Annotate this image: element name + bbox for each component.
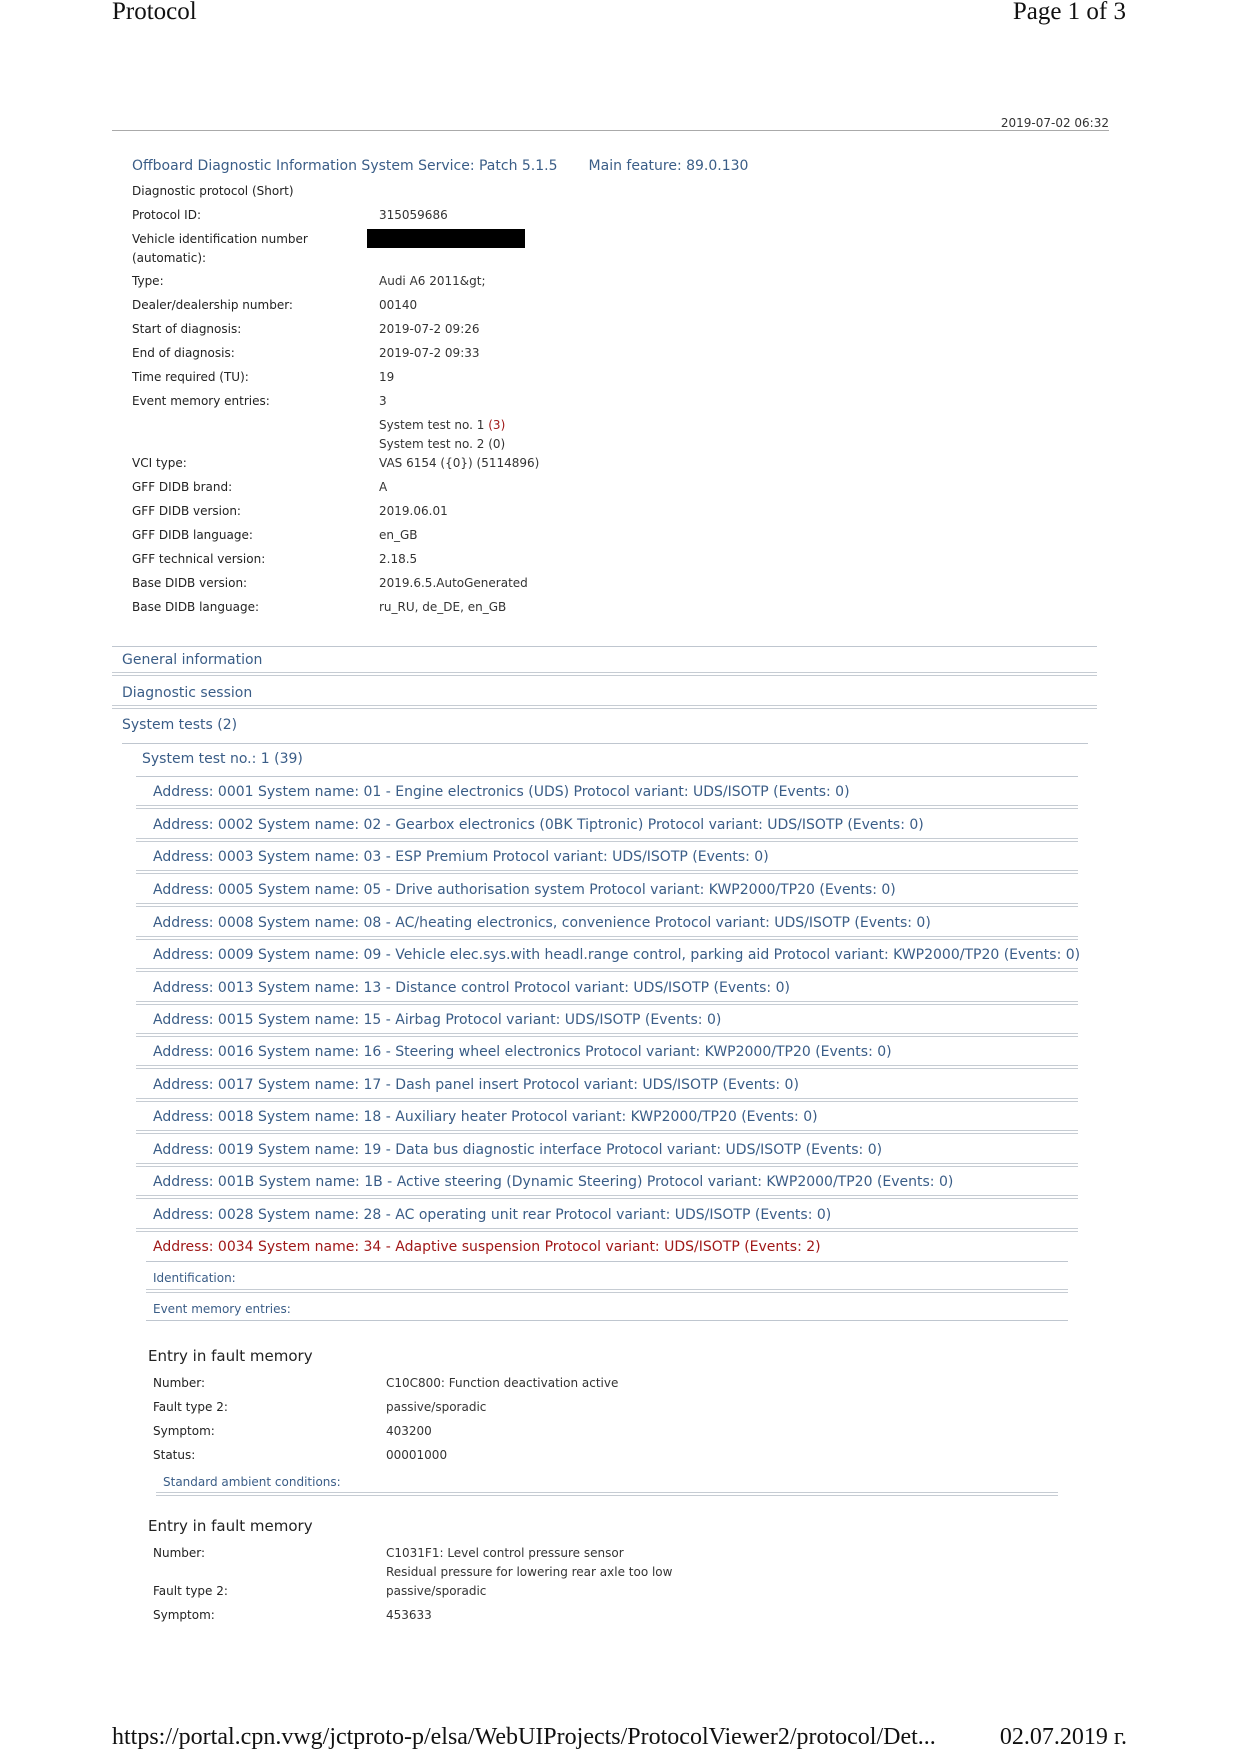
field-label: GFF technical version: bbox=[132, 552, 266, 566]
row-divider bbox=[136, 1228, 1078, 1232]
field-label: Base DIDB version: bbox=[132, 576, 248, 590]
address-row[interactable]: Address: 0015 System name: 15 - Airbag Protocol variant: UDS/ISOTP (Events: 0) bbox=[153, 1012, 722, 1028]
section-general-information[interactable]: General information bbox=[122, 652, 263, 668]
address-row[interactable]: Address: 0009 System name: 09 - Vehicle elec.sys.with headl.range control, parking aid Protocol variant: KWP2000/TP20 (Events: 0) bbox=[153, 947, 1081, 963]
timestamp-divider bbox=[112, 130, 1109, 131]
row-divider bbox=[136, 936, 1078, 940]
field-label: GFF DIDB language: bbox=[132, 528, 253, 542]
identification-header[interactable]: Identification: bbox=[153, 1271, 236, 1285]
section-divider bbox=[112, 646, 1097, 647]
section-divider bbox=[112, 672, 1097, 676]
field-label: GFF DIDB version: bbox=[132, 504, 241, 518]
row-divider bbox=[136, 1001, 1078, 1005]
fault-type: passive/sporadic bbox=[386, 1400, 487, 1414]
field-value: 19 bbox=[379, 370, 395, 384]
field-label: (automatic): bbox=[132, 251, 207, 265]
field-label: Fault type 2: bbox=[153, 1584, 228, 1598]
vin-redaction-bar bbox=[367, 229, 525, 248]
fault-entry-title: Entry in fault memory bbox=[148, 1517, 313, 1535]
field-value: 2019-07-2 09:33 bbox=[379, 346, 480, 360]
row-divider bbox=[136, 1033, 1078, 1037]
fault-number: C1031F1: Level control pressure sensor bbox=[386, 1546, 624, 1560]
address-row[interactable]: Address: 0019 System name: 19 - Data bus diagnostic interface Protocol variant: UDS/ISOTP (Events: 0) bbox=[153, 1142, 883, 1158]
field-value: VAS 6154 ({0}) (5114896) bbox=[379, 456, 540, 470]
system-service-title: Offboard Diagnostic Information System Service: Patch 5.1.5 bbox=[132, 158, 558, 174]
row-divider bbox=[136, 838, 1078, 842]
field-label: Type: bbox=[132, 274, 164, 288]
field-value: 2019-07-2 09:26 bbox=[379, 322, 480, 336]
field-value: ru_RU, de_DE, en_GB bbox=[379, 600, 507, 614]
row-divider bbox=[136, 1163, 1078, 1167]
section-system-test-1[interactable]: System test no.: 1 (39) bbox=[142, 751, 303, 767]
section-diagnostic-session[interactable]: Diagnostic session bbox=[122, 685, 253, 701]
fault-status: 00001000 bbox=[386, 1448, 448, 1462]
section-divider bbox=[122, 743, 1088, 744]
system-test-1-count: (3) bbox=[488, 418, 506, 432]
protocol-timestamp: 2019-07-02 06:32 bbox=[1000, 116, 1109, 130]
address-row[interactable]: Address: 001B System name: 1B - Active steering (Dynamic Steering) Protocol variant: KWP2000/TP20 (Events: 0) bbox=[153, 1174, 954, 1190]
address-row[interactable]: Address: 0028 System name: 28 - AC operating unit rear Protocol variant: UDS/ISOTP (Events: 0) bbox=[153, 1207, 832, 1223]
standard-ambient-conditions[interactable]: Standard ambient conditions: bbox=[163, 1475, 341, 1489]
field-label: Protocol ID: bbox=[132, 208, 201, 222]
row-divider bbox=[136, 968, 1078, 972]
fault-entry-title: Entry in fault memory bbox=[148, 1347, 313, 1365]
row-divider bbox=[156, 1492, 1058, 1496]
fault-type: passive/sporadic bbox=[386, 1584, 487, 1598]
header-page-number: Page 1 of 3 bbox=[1012, 0, 1126, 25]
field-label: Number: bbox=[153, 1376, 206, 1390]
header-title: Protocol bbox=[112, 0, 197, 25]
field-value: 00140 bbox=[379, 298, 418, 312]
field-label: Number: bbox=[153, 1546, 206, 1560]
section-divider bbox=[112, 705, 1097, 709]
field-label: Start of diagnosis: bbox=[132, 322, 242, 336]
address-row[interactable]: Address: 0018 System name: 18 - Auxiliary heater Protocol variant: KWP2000/TP20 (Events: 0) bbox=[153, 1109, 818, 1125]
address-row-adaptive-suspension[interactable]: Address: 0034 System name: 34 - Adaptive suspension Protocol variant: UDS/ISOTP (Events: 2) bbox=[153, 1239, 821, 1255]
address-row[interactable]: Address: 0005 System name: 05 - Drive authorisation system Protocol variant: KWP2000/TP20 (Events: 0) bbox=[153, 882, 896, 898]
field-value: Audi A6 2011&gt; bbox=[379, 274, 486, 288]
row-divider bbox=[136, 1098, 1078, 1102]
field-label: Base DIDB language: bbox=[132, 600, 260, 614]
row-divider bbox=[136, 1130, 1078, 1134]
field-label: Fault type 2: bbox=[153, 1400, 228, 1414]
row-divider bbox=[146, 1320, 1068, 1321]
main-feature: Main feature: 89.0.130 bbox=[588, 158, 749, 174]
section-system-tests[interactable]: System tests (2) bbox=[122, 717, 238, 733]
field-label: Symptom: bbox=[153, 1608, 215, 1622]
system-test-2-label: System test no. 2 (0) bbox=[379, 437, 506, 451]
field-value: 2019.6.5.AutoGenerated bbox=[379, 576, 528, 590]
protocol-subtitle: Diagnostic protocol (Short) bbox=[132, 184, 294, 198]
footer-date: 02.07.2019 г. bbox=[999, 1724, 1127, 1750]
field-label: GFF DIDB brand: bbox=[132, 480, 233, 494]
system-test-1-label: System test no. 1 bbox=[379, 418, 489, 432]
fault-symptom: 453633 bbox=[386, 1608, 432, 1622]
address-row[interactable]: Address: 0013 System name: 13 - Distance control Protocol variant: UDS/ISOTP (Events: 0) bbox=[153, 980, 790, 996]
address-row[interactable]: Address: 0003 System name: 03 - ESP Premium Protocol variant: UDS/ISOTP (Events: 0) bbox=[153, 849, 769, 865]
row-divider bbox=[146, 1261, 1068, 1262]
field-label: End of diagnosis: bbox=[132, 346, 235, 360]
field-label: Dealer/dealership number: bbox=[132, 298, 293, 312]
address-row[interactable]: Address: 0001 System name: 01 - Engine electronics (UDS) Protocol variant: UDS/ISOTP (Events: 0) bbox=[153, 784, 850, 800]
address-row[interactable]: Address: 0008 System name: 08 - AC/heating electronics, convenience Protocol variant: UDS/ISOTP (Events: 0) bbox=[153, 915, 931, 931]
address-row[interactable]: Address: 0017 System name: 17 - Dash panel insert Protocol variant: UDS/ISOTP (Events: 0) bbox=[153, 1077, 799, 1093]
title-line bbox=[132, 158, 779, 174]
field-value: 2019.06.01 bbox=[379, 504, 448, 518]
row-divider bbox=[136, 870, 1078, 874]
row-divider bbox=[146, 1289, 1068, 1293]
row-divider bbox=[136, 1065, 1078, 1069]
field-value: A bbox=[379, 480, 388, 494]
event-memory-entries-header[interactable]: Event memory entries: bbox=[153, 1302, 291, 1316]
fault-number: C10C800: Function deactivation active bbox=[386, 1376, 619, 1390]
address-row[interactable]: Address: 0016 System name: 16 - Steering wheel electronics Protocol variant: KWP2000/TP20 (Events: 0) bbox=[153, 1044, 892, 1060]
footer-url: https://portal.cpn.vwg/jctproto-p/elsa/WebUIProjects/ProtocolViewer2/protocol/Det... bbox=[112, 1724, 936, 1750]
field-label: Status: bbox=[153, 1448, 196, 1462]
row-divider bbox=[136, 1195, 1078, 1199]
row-divider bbox=[136, 805, 1078, 809]
field-label: Time required (TU): bbox=[132, 370, 249, 384]
field-label: Vehicle identification number bbox=[132, 232, 308, 246]
field-value: 2.18.5 bbox=[379, 552, 418, 566]
fault-symptom: 403200 bbox=[386, 1424, 432, 1438]
field-label: Event memory entries: bbox=[132, 394, 270, 408]
field-value: 315059686 bbox=[379, 208, 448, 222]
fault-description: Residual pressure for lowering rear axle too low bbox=[386, 1565, 673, 1579]
section-divider bbox=[136, 776, 1078, 777]
field-label: Symptom: bbox=[153, 1424, 215, 1438]
address-row[interactable]: Address: 0002 System name: 02 - Gearbox electronics (0BK Tiptronic) Protocol variant: UDS/ISOTP (Events: 0) bbox=[153, 817, 924, 833]
field-value: 3 bbox=[379, 394, 387, 408]
field-value: en_GB bbox=[379, 528, 418, 542]
field-label: VCI type: bbox=[132, 456, 187, 470]
row-divider bbox=[136, 903, 1078, 907]
